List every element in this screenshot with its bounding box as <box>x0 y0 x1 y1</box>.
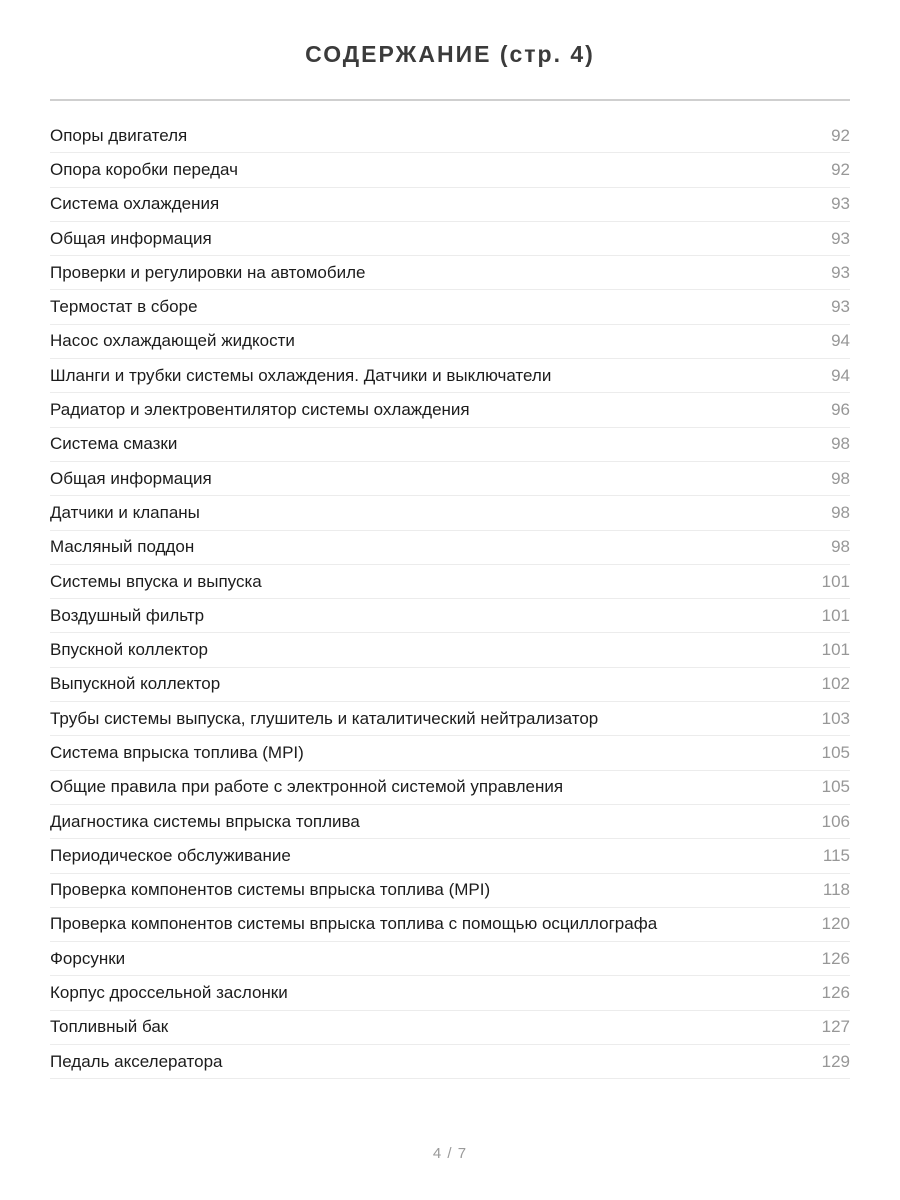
toc-entry-label: Диагностика системы впрыска топлива <box>50 811 360 831</box>
toc-row[interactable] <box>50 976 850 1010</box>
toc-row[interactable] <box>50 153 850 187</box>
toc-entry-page-number: 98 <box>831 434 850 454</box>
toc-entry-label: Общая информация <box>50 468 212 488</box>
toc-entry-label: Опоры двигателя <box>50 125 188 145</box>
toc-row[interactable] <box>50 633 850 667</box>
toc-entry-page-number: 129 <box>821 1051 850 1071</box>
toc-row[interactable] <box>50 908 850 942</box>
toc-row[interactable] <box>50 531 850 565</box>
toc-entry-label: Опора коробки передач <box>50 159 238 179</box>
toc-entry-page-number: 101 <box>821 605 850 625</box>
toc-entry-label: Проверка компонентов системы впрыска топлива с помощью осциллографа <box>50 914 658 934</box>
toc-entry-label: Педаль акселератора <box>50 1051 223 1071</box>
toc-entry-label: Трубы системы выпуска, глушитель и каталитический нейтрализатор <box>50 708 599 728</box>
toc-row[interactable] <box>50 599 850 633</box>
toc-entry-page-number: 93 <box>831 228 850 248</box>
toc-row[interactable] <box>50 496 850 530</box>
toc-entry-page-number: 94 <box>831 365 850 385</box>
toc-entry-label: Шланги и трубки системы охлаждения. Датчики и выключатели <box>50 365 552 385</box>
toc-row[interactable] <box>50 1011 850 1045</box>
toc-entry-label: Система впрыска топлива (MPI) <box>50 742 304 762</box>
toc-row[interactable] <box>50 222 850 256</box>
toc-entry-label: Система смазки <box>50 434 178 454</box>
page-title: СОДЕРЖАНИЕ (стр. 4) <box>305 41 595 67</box>
toc-entry-page-number: 92 <box>831 125 850 145</box>
toc-row[interactable] <box>50 325 850 359</box>
toc-entry-page-number: 101 <box>821 640 850 660</box>
toc-row[interactable] <box>50 874 850 908</box>
toc-row[interactable] <box>50 188 850 222</box>
toc-entry-page-number: 103 <box>821 708 850 728</box>
page-indicator: 4 / 7 <box>432 1145 468 1162</box>
toc-row[interactable] <box>50 839 850 873</box>
toc-entry-label: Датчики и клапаны <box>50 502 200 522</box>
toc-row[interactable] <box>50 256 850 290</box>
toc-row[interactable] <box>50 668 850 702</box>
toc-entry-page-number: 93 <box>831 297 850 317</box>
toc-row[interactable] <box>50 771 850 805</box>
toc-entry-page-number: 93 <box>831 262 850 282</box>
toc-entry-page-number: 127 <box>821 1017 850 1037</box>
toc-entry-page-number: 96 <box>831 400 850 420</box>
toc-row[interactable] <box>50 462 850 496</box>
toc-row[interactable] <box>50 393 850 427</box>
toc-entry-label: Общая информация <box>50 228 212 248</box>
toc-entry-page-number: 105 <box>821 742 850 762</box>
toc-entry-label: Термостат в сборе <box>50 297 198 317</box>
toc-entry-label: Выпускной коллектор <box>50 674 221 694</box>
toc-row[interactable] <box>50 119 850 153</box>
toc-entry-label: Периодическое обслуживание <box>50 845 291 865</box>
toc-entry-label: Воздушный фильтр <box>50 605 205 625</box>
toc-row[interactable] <box>50 736 850 770</box>
toc-entry-label: Системы впуска и выпуска <box>50 571 262 591</box>
toc-entry-page-number: 126 <box>821 983 850 1003</box>
toc-entry-label: Форсунки <box>50 948 126 968</box>
title-divider <box>50 99 850 101</box>
toc-list <box>50 119 850 1079</box>
toc-entry-page-number: 102 <box>821 674 850 694</box>
toc-row[interactable] <box>50 1045 850 1079</box>
toc-entry-page-number: 126 <box>821 948 850 968</box>
toc-row[interactable] <box>50 942 850 976</box>
toc-entry-page-number: 98 <box>831 502 850 522</box>
toc-entry-label: Насос охлаждающей жидкости <box>50 331 295 351</box>
toc-entry-page-number: 105 <box>821 777 850 797</box>
toc-entry-label: Топливный бак <box>50 1017 169 1037</box>
toc-entry-label: Впускной коллектор <box>50 640 208 660</box>
toc-entry-page-number: 101 <box>821 571 850 591</box>
toc-row[interactable] <box>50 428 850 462</box>
toc-entry-page-number: 98 <box>831 537 850 557</box>
toc-row[interactable] <box>50 702 850 736</box>
toc-entry-label: Корпус дроссельной заслонки <box>50 983 288 1003</box>
toc-entry-label: Проверка компонентов системы впрыска топлива (MPI) <box>50 880 491 900</box>
toc-entry-label: Система охлаждения <box>50 194 220 214</box>
toc-entry-page-number: 106 <box>821 811 850 831</box>
toc-row[interactable] <box>50 359 850 393</box>
toc-entry-page-number: 92 <box>831 159 850 179</box>
toc-entry-label: Радиатор и электровентилятор системы охлаждения <box>50 400 470 420</box>
toc-entry-page-number: 120 <box>821 914 850 934</box>
toc-entry-label: Проверки и регулировки на автомобиле <box>50 262 366 282</box>
toc-entry-page-number: 115 <box>822 845 850 865</box>
toc-entry-label: Общие правила при работе с электронной системой управления <box>50 777 564 797</box>
toc-entry-page-number: 118 <box>822 880 850 900</box>
toc-row[interactable] <box>50 290 850 324</box>
toc-row[interactable] <box>50 805 850 839</box>
toc-entry-label: Масляный поддон <box>50 537 195 557</box>
toc-entry-page-number: 93 <box>831 194 850 214</box>
toc-entry-page-number: 94 <box>831 331 850 351</box>
toc-row[interactable] <box>50 565 850 599</box>
toc-entry-page-number: 98 <box>831 468 850 488</box>
